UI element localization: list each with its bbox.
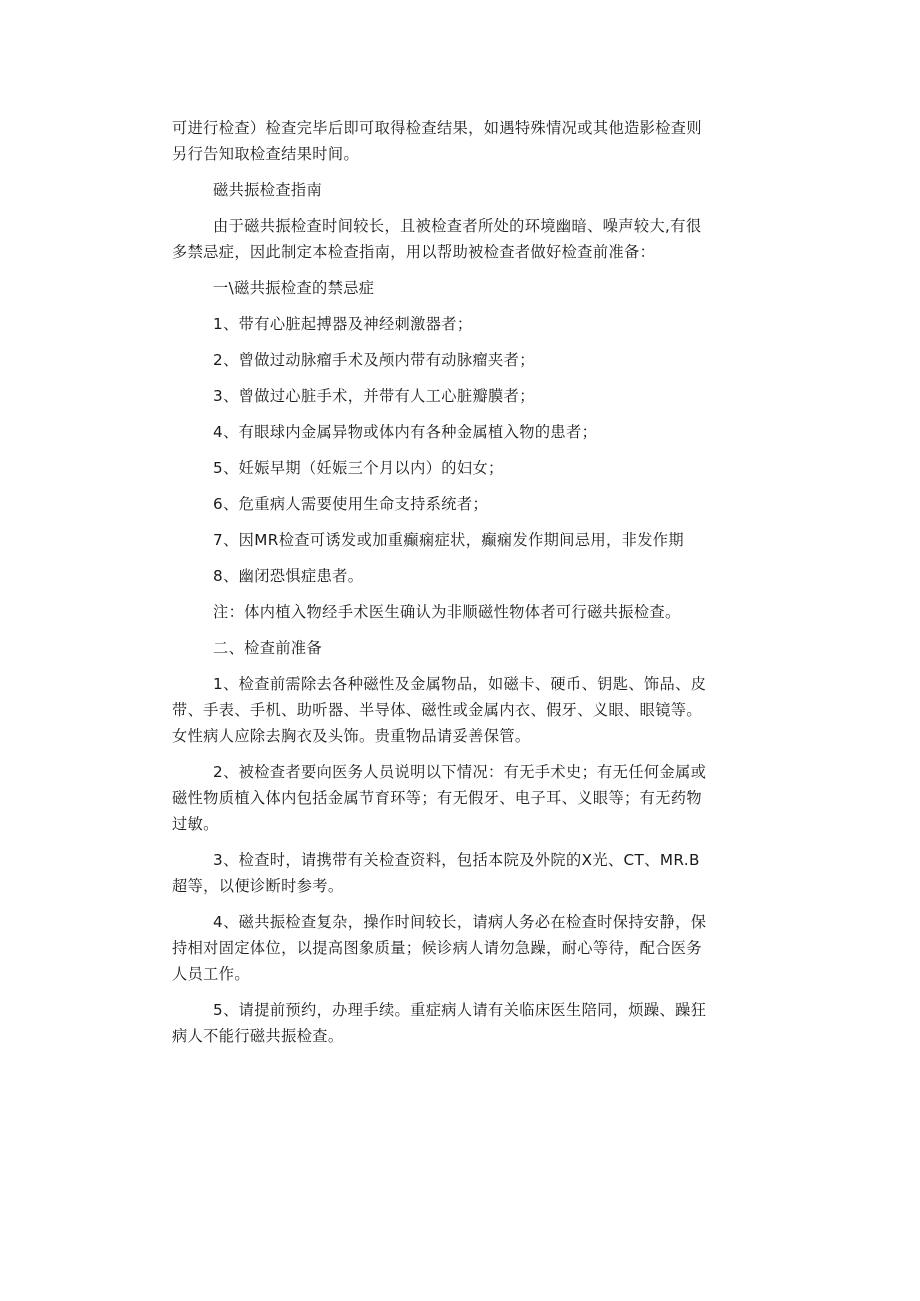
prep-paragraph-1-line: 女性病人应除去胸衣及头饰。贵重物品请妥善保管。 <box>172 727 531 745</box>
section1-heading: 一\磁共振检查的禁忌症 <box>213 279 375 297</box>
intro-line: 可进行检查）检查完毕后即可取得检查结果，如遇特殊情况或其他造影检查则 <box>172 119 702 137</box>
contraindication-item: 6、危重病人需要使用生命支持系统者； <box>213 495 489 513</box>
contraindication-item: 5、妊娠早期（妊娠三个月以内）的妇女； <box>213 459 504 477</box>
prep-paragraph-2-line: 2、被检查者要向医务人员说明以下情况：有无手术史；有无任何金属或 <box>213 763 707 781</box>
section2-heading: 二、检查前准备 <box>213 639 323 657</box>
prep-paragraph-3-line: 超等，以便诊断时参考。 <box>172 877 344 895</box>
contraindication-item: 4、有眼球内金属异物或体内有各种金属植入物的患者； <box>213 423 598 441</box>
intro-line: 另行告知取检查结果时间。 <box>172 145 360 163</box>
note-line: 注：体内植入物经手术医生确认为非顺磁性物体者可行磁共振检查。 <box>213 603 681 621</box>
prep-paragraph-1-line: 1、检查前需除去各种磁性及金属物品，如磁卡、硬币、钥匙、饰品、皮 <box>213 675 707 693</box>
prep-paragraph-4-line: 持相对固定体位，以提高图象质量；候诊病人请勿急躁，耐心等待，配合医务 <box>172 939 702 957</box>
prep-paragraph-4-line: 人员工作。 <box>172 965 250 983</box>
prep-paragraph-3-line: 3、检查时，请携带有关检查资料，包括本院及外院的X光、CT、MR.B <box>213 851 700 869</box>
guide-title: 磁共振检查指南 <box>213 181 323 199</box>
prep-paragraph-5-line: 病人不能行磁共振检查。 <box>172 1027 344 1045</box>
prep-paragraph-5-line: 5、请提前预约，办理手续。重症病人请有关临床医生陪同，烦躁、躁狂 <box>213 1001 707 1019</box>
preface-line: 由于磁共振检查时间较长，且被检查者所处的环境幽暗、噪声较大,有很 <box>213 217 702 235</box>
contraindication-item: 1、带有心脏起搏器及神经刺激器者； <box>213 315 473 333</box>
prep-paragraph-2-line: 磁性物质植入体内包括金属节育环等；有无假牙、电子耳、义眼等；有无药物 <box>172 789 702 807</box>
prep-paragraph-2-line: 过敏。 <box>172 815 219 833</box>
contraindication-item: 2、曾做过动脉瘤手术及颅内带有动脉瘤夹者； <box>213 351 535 369</box>
contraindication-item: 8、幽闭恐惧症患者。 <box>213 567 364 585</box>
document-body <box>172 115 757 1049</box>
prep-paragraph-4-line: 4、磁共振检查复杂，操作时间较长，请病人务必在检查时保持安静，保 <box>213 913 707 931</box>
prep-paragraph-1-line: 带、手表、手机、助听器、半导体、磁性或金属内衣、假牙、义眼、眼镜等。 <box>172 701 702 719</box>
contraindication-item: 3、曾做过心脏手术，并带有人工心脏瓣膜者； <box>213 387 535 405</box>
preface-line: 多禁忌症，因此制定本检查指南，用以帮助被检查者做好检查前准备： <box>172 243 656 261</box>
contraindication-item: 7、因MR检查可诱发或加重癫痫症状，癫痫发作期间忌用，非发作期 <box>213 531 684 549</box>
